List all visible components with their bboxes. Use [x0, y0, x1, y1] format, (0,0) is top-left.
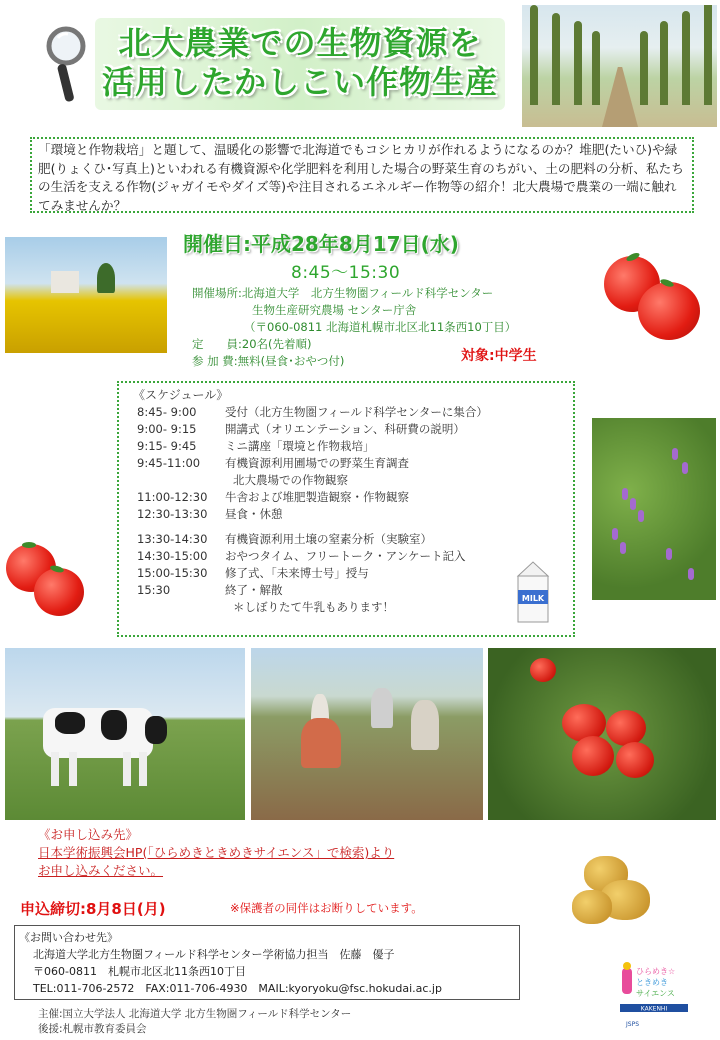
contact-heading: 《お問い合わせ先》 [19, 931, 118, 944]
schedule-row: 9:15- 9:45 ミニ講座「環境と作物栽培」 [137, 439, 375, 453]
potato-icon [572, 890, 612, 924]
tomato-icon [638, 282, 700, 340]
venue-line-1: 開催場所:北海道大学 北方生物圏フィールド科学センター [192, 286, 494, 300]
schedule-row: 8:45- 9:00 受付（北方生物圏フィールド科学センターに集合） [137, 405, 488, 419]
sunflower-field-photo [5, 237, 167, 353]
svg-text:KAKENHI: KAKENHI [640, 1005, 668, 1013]
schedule-row: 13:30-14:30 有機資源利用土壌の窒素分析（実験室） [137, 532, 432, 546]
intro-text: 「環境と作物栽培」と題して、温暖化の影響で北海道でもコシヒカリが作れるようになるのか？堆肥(たいひ)や緑肥(りょくひ･写真上)といわれる有機資源や化学肥料を利用した場合の野菜生育のちがい、土の肥料の分析、私たちの生活を支える作物(ジャガイモやダイズ等)や注目されるエネルギー作物等の紹介！北大農場で農業の一端に触れてみませんか？ [38, 142, 684, 213]
guardian-note: ※保護者の同伴はお断りしています。 [230, 901, 423, 915]
schedule-row: 12:30-13:30 昼食・休憩 [137, 507, 283, 521]
fee: 参 加 費:無料(昼食･おやつ付) [192, 354, 345, 368]
tomato-plant-photo [488, 648, 716, 820]
apply-link-cont[interactable]: お申し込みください。 [38, 863, 164, 878]
deadline: 申込締切:8月8日(月) [20, 900, 166, 918]
venue-line-3: （〒060-0811 北海道札幌市北区北11条西10丁目） [244, 320, 517, 334]
schedule-box [117, 381, 575, 637]
title-line-1: 北大農業での生物資源を [118, 24, 482, 62]
venue-line-2: 生物生産研究農場 センター庁舎 [252, 303, 417, 317]
hirameki-tokimeki-science-logo [618, 960, 690, 1032]
contact-phone-mail[interactable]: TEL:011-706-2572 FAX:011-706-4930 MAIL:kyoryoku@fsc.hokudai.ac.jp [33, 982, 442, 995]
schedule-row: 北大農場での作物観察 [233, 473, 348, 487]
svg-text:MILK: MILK [521, 594, 545, 603]
apply-link[interactable]: 日本学術振興会HP(「ひらめきときめきサイエンス」で検索)より [38, 845, 395, 860]
contact-address: 〒060-0811 札幌市北区北11条西10丁目 [33, 965, 246, 978]
svg-text:ひらめき☆: ひらめき☆ [636, 967, 676, 976]
schedule-row: 9:45-11:00 有機資源利用圃場での野菜生育調査 [137, 456, 409, 470]
svg-text:サイエンス: サイエンス [636, 989, 675, 998]
intro-text-box [30, 137, 694, 213]
target-audience: 対象:中学生 [461, 348, 537, 364]
magnifier-icon [38, 22, 94, 108]
svg-text:JSPS: JSPS [626, 1021, 640, 1028]
field-work-photo [251, 648, 483, 820]
poplar-avenue-photo [522, 5, 717, 127]
schedule-row: 9:00- 9:15 開講式（オリエンテーション、科研費の説明） [137, 422, 465, 436]
support-organization: 後援:札幌市教育委員会 [38, 1023, 147, 1035]
apply-heading: 《お申し込み先》 [38, 827, 139, 842]
svg-text:ときめき: ときめき [636, 978, 668, 987]
cow-photo [5, 648, 245, 820]
event-date: 開催日:平成28年8月17日(水) [183, 232, 459, 256]
schedule-row: 15:30 終了・解散 [137, 583, 283, 597]
milk-carton-icon [514, 560, 552, 624]
vetch-flower-photo [592, 418, 716, 600]
milk-note: ＊しぼりたて牛乳もあります！ [233, 600, 394, 614]
capacity: 定 員:20名(先着順) [192, 337, 312, 351]
schedule-title: 《スケジュール》 [133, 388, 229, 402]
tomato-icon [34, 568, 84, 616]
schedule-row: 14:30-15:00 おやつタイム、フリートーク・アンケート記入 [137, 549, 466, 563]
schedule-row: 15:00-15:30 修了式、「未来博士号」授与 [137, 566, 369, 580]
title-line-2: 活用したかしこい作物生産 [101, 63, 498, 101]
contact-box [14, 925, 520, 1000]
host-organization: 主催:国立大学法人 北海道大学 北方生物圏フィールド科学センター [38, 1008, 352, 1020]
contact-name: 北海道大学北方生物圏フィールド科学センター学術協力担当 佐藤 優子 [33, 948, 395, 961]
schedule-row: 11:00-12:30 牛舎および堆肥製造観察・作物観察 [137, 490, 409, 504]
event-time: 8:45～15:30 [291, 263, 401, 283]
